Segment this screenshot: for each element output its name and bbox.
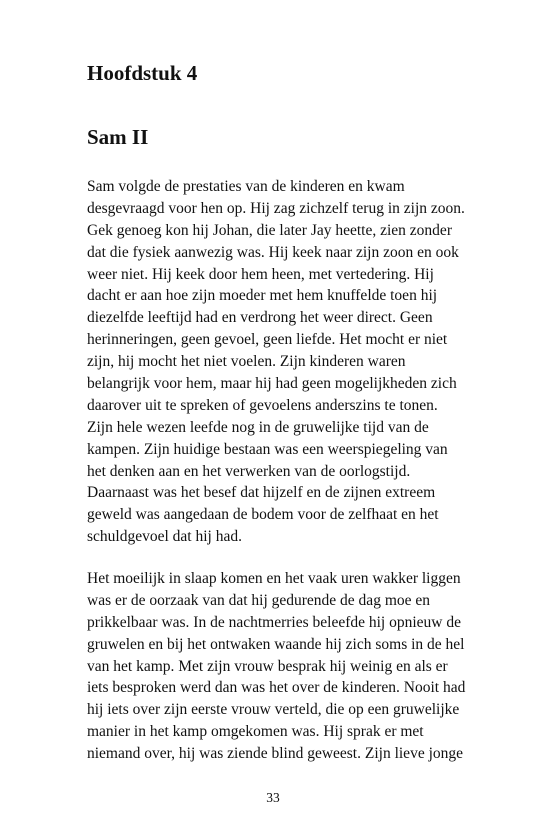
text-line: zijn, hij mocht het niet voelen. Zijn kinderen waren xyxy=(87,353,406,371)
text-line: dacht er aan hoe zijn moeder met hem knuffelde toen hij xyxy=(87,287,438,305)
text-line: manier in het kamp omgekomen was. Hij sprak er met xyxy=(87,723,424,741)
text-line: desgevraagd voor hen op. Hij zag zichzelf terug in zijn zoon. xyxy=(87,199,465,217)
text-line: kampen. Zijn huidige bestaan was een weerspiegeling van xyxy=(87,440,448,458)
text-line: schuldgevoel dat hij had. xyxy=(87,528,242,546)
text-line: van het kamp. Met zijn vrouw besprak hij weinig en als er xyxy=(87,657,448,675)
text-line: Gek genoeg kon hij Johan, die later Jay heette, zien zonder xyxy=(87,221,452,239)
text-line: daarover uit te spreken of gevoelens anderszins te tonen. xyxy=(87,396,438,414)
chapter-heading: Hoofdstuk 4 xyxy=(87,61,198,85)
text-line: prikkelbaar was. In de nachtmerries beleefde hij opnieuw de xyxy=(87,613,461,631)
paragraph-2 xyxy=(87,568,487,765)
text-line: was er de oorzaak van dat hij gedurende de dag moe en xyxy=(87,591,431,609)
text-line: Sam volgde de prestaties van de kinderen en kwam xyxy=(87,178,405,195)
paragraph-1 xyxy=(87,176,487,548)
section-heading: Sam II xyxy=(87,125,149,149)
text-line: dat die fysiek aanwezig was. Hij keek naar zijn zoon en ook xyxy=(87,243,459,261)
text-line: niemand over, hij was ziende blind geweest. Zijn lieve jonge xyxy=(87,745,464,763)
text-line: geweld was aangedaan de bodem voor de zelfhaat en het xyxy=(87,506,439,524)
page-number: 33 xyxy=(266,790,280,805)
text-line: Daarnaast was het besef dat hijzelf en de zijnen extreem xyxy=(87,484,436,502)
text-line: gruwelen en bij het ontwaken waande hij zich soms in de hel xyxy=(87,635,465,653)
text-line: Het moeilijk in slaap komen en het vaak uren wakker liggen xyxy=(87,570,461,587)
text-line: hij iets over zijn eerste vrouw verteld, die op een gruwelijke xyxy=(87,701,460,719)
text-line: weer niet. Hij keek door hem heen, met vertedering. Hij xyxy=(87,265,434,283)
text-line: diezelfde leeftijd had en verdrong het weer direct. Geen xyxy=(87,309,433,327)
text-line: iets besproken werd dan was het over de kinderen. Nooit had xyxy=(87,679,466,697)
text-line: het denken aan en het verwerken van de oorlogstijd. xyxy=(87,462,411,480)
text-line: belangrijk voor hem, maar hij had geen mogelijkheden zich xyxy=(87,375,457,393)
text-line: herinneringen, geen gevoel, geen liefde. Het mocht er niet xyxy=(87,331,448,349)
text-line: Zijn hele wezen leefde nog in de gruwelijke tijd van de xyxy=(87,418,429,436)
